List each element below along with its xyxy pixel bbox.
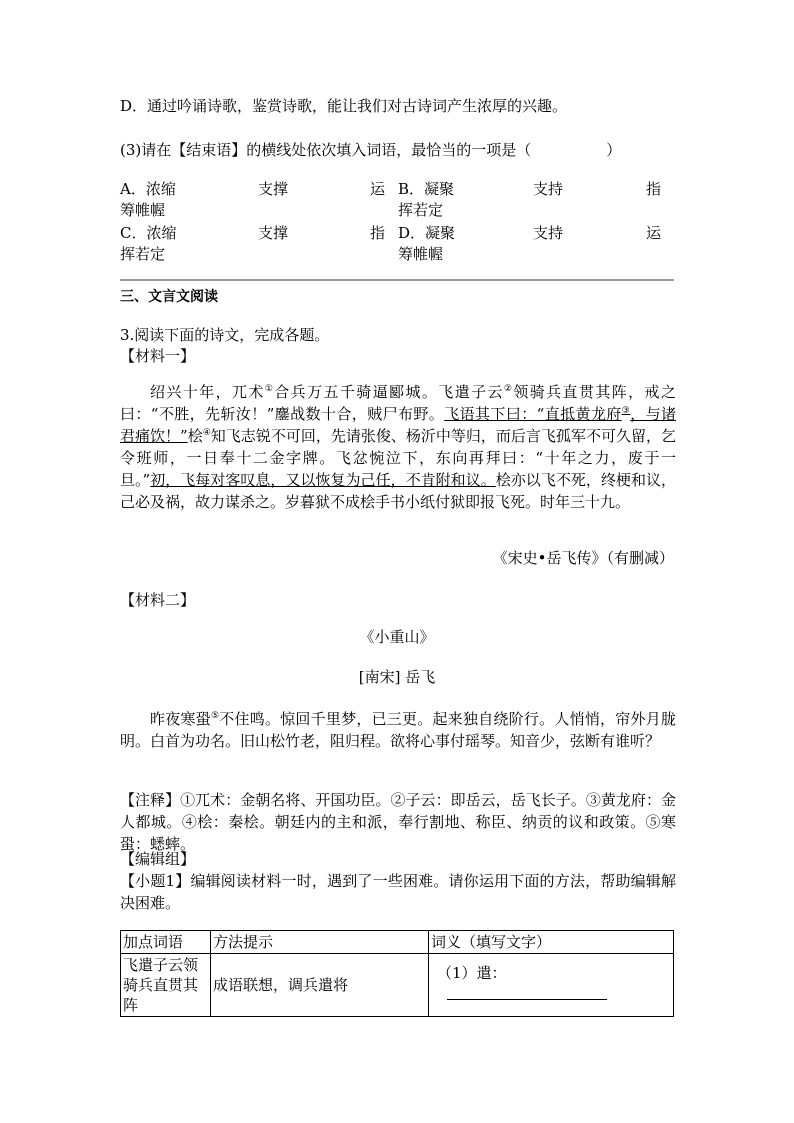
option-d-word3-cont: 筹帷幄 [398, 245, 444, 263]
underlined-sentence: 飞语其下曰：“直抵黄龙府 [444, 405, 622, 423]
passage-source: 《宋史•岳飞传》（有删减） [492, 549, 674, 567]
option-a-word3: 运 [370, 180, 386, 198]
option-d-word3: 运 [646, 224, 662, 242]
option-c-word3-cont: 挥若定 [120, 245, 166, 263]
note-marker: ⑤ [210, 711, 220, 721]
option-a-word2: 支撑 [258, 180, 289, 198]
option-d-word2: 支持 [533, 224, 564, 242]
editor-group-label: 【编辑组】 [120, 850, 196, 868]
material-1-label: 【材料一】 [120, 347, 196, 365]
section-heading: 三、文言文阅读 [120, 289, 218, 305]
table-header-row [121, 931, 674, 954]
underlined-sentence: ，与诸君痛饮！” [120, 405, 676, 445]
subquestion-1-prompt: 【小题1】编辑阅读材料一时，遇到了一些困难。请你运用下面的方法，帮助编辑解决困难。 [120, 872, 676, 912]
option-d-word1: D．凝聚 [398, 224, 456, 242]
question-intro: 3.阅读下面的诗文，完成各题。 [120, 326, 330, 344]
underlined-sentence: 初，飞每对客叹息，又以恢复为己任，不肯附和议。 [150, 471, 496, 489]
note-marker: ② [503, 384, 514, 394]
table-row [121, 954, 674, 1017]
option-b-word2: 支持 [533, 180, 564, 198]
table-header-cell: 词义（填写文字） [429, 931, 674, 954]
option-a-word1: A．浓缩 [120, 180, 176, 198]
table-header-cell: 加点词语 [121, 931, 211, 954]
answer-prompt: （1）遣： [437, 964, 507, 982]
table-cell [429, 954, 674, 1017]
option-c-word2: 支撑 [258, 224, 289, 242]
note-marker: ① [264, 384, 275, 394]
note-marker: ③ [621, 406, 631, 416]
option-c-word3: 指 [370, 224, 386, 242]
poem-author: [南宋] 岳飞 [358, 668, 436, 686]
table-cell: 飞遣子云领骑兵直贯其阵 [121, 954, 211, 1017]
option-a-word3-cont: 筹帷幄 [120, 201, 166, 219]
option-c-word1: C．浓缩 [120, 224, 177, 242]
question-3-prompt: (3)请在【结束语】的横线处依次填入词语，最恰当的一项是（ ） [120, 141, 622, 159]
option-b-word1: B．凝聚 [398, 180, 455, 198]
section-divider [120, 279, 674, 281]
option-d-statement: D．通过吟诵诗歌，鉴赏诗歌，能让我们对古诗词产生浓厚的兴趣。 [120, 97, 568, 115]
annotations: 【注释】①兀术：金朝名将、开国功臣。②子云：即岳云，岳飞长子。③黄龙府：金人都城。④桧：秦桧。朝廷内的主和派，奉行割地、称臣、纳贡的议和政策。⑤寒蛩：蟋蟀。 [120, 791, 676, 853]
poem-text: 昨夜寒蛩⑤不住鸣。惊回千里梦，已三更。起来独自绕阶行。人悄悄，帘外月胧明。白首为功名。旧山松竹老，阻归程。欲将心事付瑶琴。知音少，弦断有谁听？ [120, 710, 676, 750]
option-b-word3: 指 [646, 180, 662, 198]
material-2-label: 【材料二】 [120, 591, 196, 609]
poem-title: 《小重山》 [359, 628, 435, 646]
vocabulary-table [120, 930, 674, 1017]
table-cell: 成语联想，调兵遣将 [211, 954, 429, 1017]
classical-passage: 绍兴十年，兀术①合兵万五千骑逼郾城。飞遣子云②领骑兵直贯其阵，戒之曰：“不胜，先斩汝！”鏖战数十合，贼尸布野。飞语其下曰：“直抵黄龙府③，与诸君痛饮！”桧④知飞志锐不可回，先请张俊、杨沂中等归，而后言飞孤军不可久留，乞令班师，一日奉十二金字牌。飞忿惋泣下，东向再拜曰：“十年之力，废于一旦。”初，飞每对客叹息，又以恢复为己任，不肯附和议。桧亦以飞不死，终梗和议，己必及祸，故力谋杀之。岁暮狱不成桧手书小纸付狱即报飞死。时年三十九。 [120, 383, 676, 511]
note-marker: ④ [202, 428, 211, 438]
table-header-cell: 方法提示 [211, 931, 429, 954]
option-b-word3-cont: 挥若定 [398, 201, 444, 219]
answer-blank[interactable] [447, 991, 607, 1000]
